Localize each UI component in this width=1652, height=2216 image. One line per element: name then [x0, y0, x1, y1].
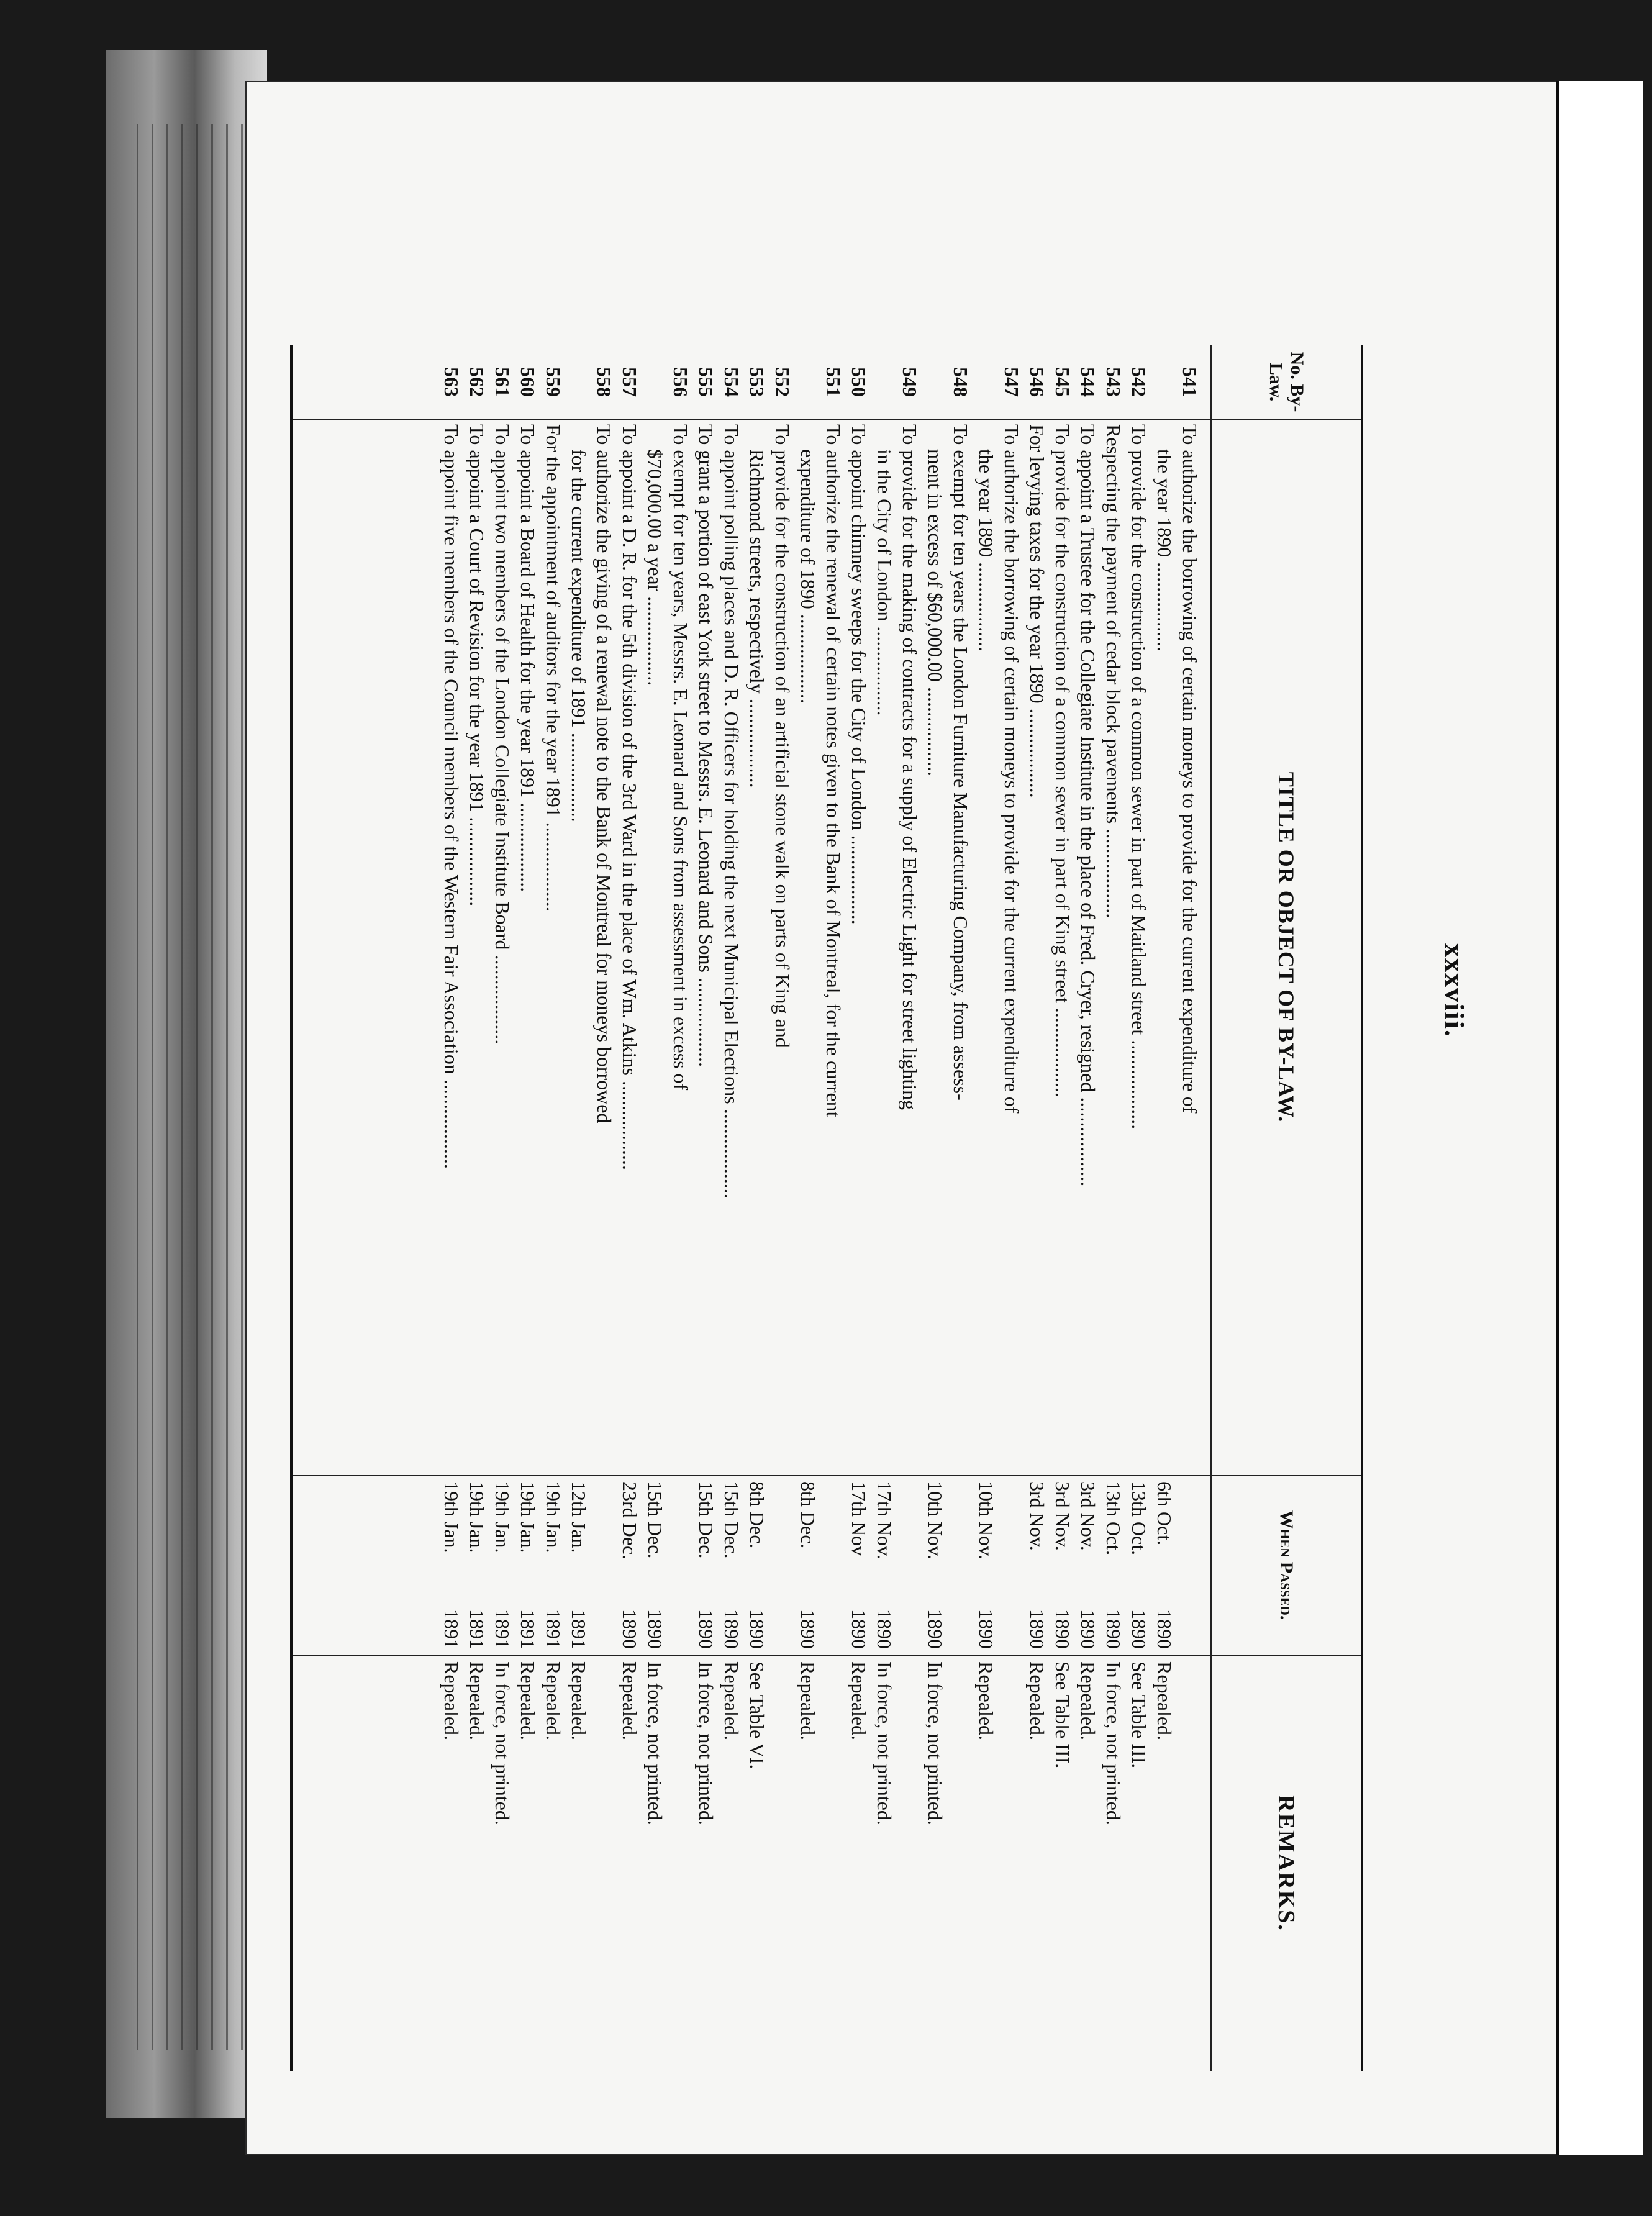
bylaw-number: 541: [1179, 367, 1201, 397]
table-row: [1151, 345, 1177, 2071]
table-row: [617, 345, 642, 2071]
table-row: [642, 345, 668, 2071]
passed-year: 1890: [848, 1609, 870, 1649]
table-row: [769, 345, 795, 2071]
bylaw-number: 552: [771, 367, 794, 397]
passed-date: 15th Dec.: [644, 1481, 666, 1559]
header-title: TITLE OR OBJECT OF BY-LAW.: [1274, 771, 1299, 1123]
bylaw-title: To appoint five members of the Council members of the Western Fair Association ..................: [440, 424, 463, 1169]
when-passed: [1075, 1475, 1101, 1655]
bylaw-title: To provide for the construction of an artificial stone walk on parts of King and: [771, 424, 794, 1048]
bylaw-title: To appoint a Board of Health for the year 1891 ..................: [517, 424, 539, 892]
remarks: In force, not printed.: [873, 1661, 896, 1825]
remarks: Repealed.: [466, 1661, 488, 1741]
bylaw-number: 542: [1128, 367, 1150, 397]
remarks: Repealed.: [1026, 1661, 1048, 1741]
when-passed: [617, 1475, 642, 1655]
bylaw-title: To exempt for ten years, Messrs. E. Leonard and Sons from assessment in excess of: [669, 424, 692, 1091]
passed-year: 1890: [1026, 1609, 1048, 1649]
bylaw-number: 560: [517, 367, 539, 397]
table-row: [922, 345, 948, 2071]
table-row: [871, 345, 897, 2071]
remarks: Repealed.: [797, 1661, 819, 1741]
bylaw-title: ment in excess of $60,000.00 ..................: [924, 449, 946, 777]
when-passed: [566, 1475, 591, 1655]
header-bylaw-number: No. By-Law.: [1266, 352, 1307, 412]
remarks: Repealed.: [517, 1661, 539, 1741]
bylaw-number: 554: [720, 367, 743, 397]
passed-date: 23rd Dec.: [619, 1481, 641, 1560]
bylaw-title: the year 1890 ..................: [1153, 449, 1176, 652]
passed-date: 15th Dec.: [720, 1481, 743, 1559]
passed-year: 1890: [797, 1609, 819, 1649]
passed-year: 1891: [517, 1609, 539, 1649]
bylaw-title: for the current expenditure of 1891 ..................: [568, 449, 590, 822]
table-row: [464, 345, 489, 2071]
bylaw-number: 556: [669, 367, 692, 397]
remarks: Repealed.: [975, 1661, 997, 1741]
remarks: Repealed.: [542, 1661, 565, 1741]
bylaw-number: 558: [593, 367, 615, 397]
header-remarks: REMARKS.: [1273, 1795, 1299, 1932]
bylaw-title: To appoint a Trustee for the Collegiate Institute in the place of Fred. Cryer, resigned ..................: [1077, 424, 1099, 1187]
table-row: [540, 345, 566, 2071]
passed-year: 1890: [619, 1609, 641, 1649]
bylaw-title: To authorize the renewal of certain notes given to the Bank of Montreal, for the current: [822, 424, 845, 1117]
table-row: [1024, 345, 1050, 2071]
bylaw-title: To provide for the construction of a common sewer in part of Maitland street ..................: [1128, 424, 1150, 1130]
when-passed: [438, 1475, 464, 1655]
remarks: See Table III.: [1128, 1661, 1150, 1769]
bylaw-title: To authorize the borrowing of certain moneys to provide for the current expenditure of: [1179, 424, 1201, 1114]
bylaw-number: 544: [1077, 367, 1099, 397]
table-row: [693, 345, 719, 2071]
when-passed: [795, 1475, 820, 1655]
bylaw-title: $70,000.00 a year ..................: [644, 449, 666, 686]
passed-date: 13th Oct.: [1102, 1481, 1125, 1556]
when-passed: [540, 1475, 566, 1655]
bylaw-table: [290, 345, 1363, 2071]
when-passed: [871, 1475, 897, 1655]
remarks: In force, not printed.: [924, 1661, 946, 1825]
bylaw-number: 553: [746, 367, 768, 397]
header-when-passed: When Passed.: [1276, 1510, 1297, 1620]
passed-date: 10th Nov.: [975, 1481, 997, 1560]
passed-year: 1890: [1128, 1609, 1150, 1649]
bylaw-number: 561: [491, 367, 514, 397]
remarks: See Table III.: [1051, 1661, 1074, 1769]
when-passed: [846, 1475, 871, 1655]
bylaw-number: 563: [440, 367, 463, 397]
bylaw-title: To appoint a Court of Revision for the year 1891 ..................: [466, 424, 488, 907]
when-passed: [464, 1475, 489, 1655]
when-passed: [744, 1475, 769, 1655]
remarks: In force, not printed.: [695, 1661, 717, 1825]
passed-year: 1890: [695, 1609, 717, 1649]
bylaw-title: Respecting the payment of cedar block pavements ..................: [1102, 424, 1125, 919]
passed-date: 17th Nov: [848, 1481, 870, 1556]
when-passed: [515, 1475, 540, 1655]
when-passed: [719, 1475, 744, 1655]
bylaw-title: To provide for the construction of a common sewer in part of King street ..................: [1051, 424, 1074, 1097]
table-row: [820, 345, 846, 2071]
bylaw-title: To exempt for ten years the London Furniture Manufacturing Company, from assess-: [950, 424, 972, 1101]
bylaw-number: 559: [542, 367, 565, 397]
passed-year: 1890: [1077, 1609, 1099, 1649]
remarks: In force, not printed.: [1102, 1661, 1125, 1825]
table-row: [489, 345, 515, 2071]
passed-year: 1891: [568, 1609, 590, 1649]
remarks: Repealed.: [720, 1661, 743, 1741]
table-row: [1101, 345, 1126, 2071]
bylaw-title: expenditure of 1890 ..................: [797, 449, 819, 704]
table-row: [744, 345, 769, 2071]
remarks: In force, not printed.: [491, 1661, 514, 1825]
passed-date: 19th Jan.: [491, 1481, 514, 1553]
passed-year: 1890: [746, 1609, 768, 1649]
passed-date: 3rd Nov.: [1026, 1481, 1048, 1551]
passed-year: 1891: [542, 1609, 565, 1649]
bylaw-number: 555: [695, 367, 717, 397]
remarks: Repealed.: [440, 1661, 463, 1741]
header-rule: [1210, 345, 1212, 2071]
bylaw-number: 549: [899, 367, 921, 397]
bylaw-title: the year 1890 ..................: [975, 449, 997, 652]
passed-date: 8th Dec.: [797, 1481, 819, 1549]
table-row: [973, 345, 999, 2071]
when-passed: [1024, 1475, 1050, 1655]
table-row: [566, 345, 591, 2071]
table-row: [948, 345, 973, 2071]
bylaw-number: 562: [466, 367, 488, 397]
passed-year: 1890: [1051, 1609, 1074, 1649]
table-row: [999, 345, 1024, 2071]
remarks: Repealed.: [848, 1661, 870, 1741]
when-passed: [489, 1475, 515, 1655]
passed-date: 10th Nov.: [924, 1481, 946, 1560]
remarks: Repealed.: [568, 1661, 590, 1741]
table-row: [1177, 345, 1202, 2071]
bylaw-number: 547: [1001, 367, 1023, 397]
bylaw-title: To appoint a D. R. for the 5th division of the 3rd Ward in the place of Wm. Atkins ..................: [619, 424, 641, 1170]
bylaw-title: in the City of London ..................: [873, 449, 896, 716]
remarks: Repealed.: [1153, 1661, 1176, 1741]
table-row: [897, 345, 922, 2071]
bylaw-title: For levying taxes for the year 1890 ..................: [1026, 424, 1048, 798]
bylaw-number: 543: [1102, 367, 1125, 397]
passed-date: 19th Jan.: [466, 1481, 488, 1553]
passed-year: 1890: [924, 1609, 946, 1649]
passed-date: 17th Nov.: [873, 1481, 896, 1560]
remarks: Repealed.: [619, 1661, 641, 1741]
bylaw-title: To appoint two members of the London Collegiate Institute Board ..................: [491, 424, 514, 1045]
passed-date: 3rd Nov.: [1051, 1481, 1074, 1551]
table-row: [1050, 345, 1075, 2071]
bylaw-number: 557: [619, 367, 641, 397]
table-row: [846, 345, 871, 2071]
passed-year: 1890: [1153, 1609, 1176, 1649]
when-passed: [1151, 1475, 1177, 1655]
bylaw-number: 548: [950, 367, 972, 397]
passed-date: 6th Oct.: [1153, 1481, 1176, 1546]
bylaw-title: To appoint chimney sweeps for the City of London ..................: [848, 424, 870, 925]
bylaw-number: 550: [848, 367, 870, 397]
table-row: [515, 345, 540, 2071]
bylaw-table-page: [295, 345, 1469, 2071]
remarks: In force, not printed.: [644, 1661, 666, 1825]
remarks: Repealed.: [1077, 1661, 1099, 1741]
passed-year: 1891: [440, 1609, 463, 1649]
bylaw-title: To provide for the making of contracts for a supply of Electric Light for street lighting: [899, 424, 921, 1110]
passed-year: 1890: [720, 1609, 743, 1649]
bylaw-title: To authorize the borrowing of certain moneys to provide for the current expenditure of: [1001, 424, 1023, 1114]
remarks: See Table VI.: [746, 1661, 768, 1769]
passed-date: 19th Jan.: [542, 1481, 565, 1553]
passed-date: 19th Jan.: [517, 1481, 539, 1553]
passed-year: 1890: [1102, 1609, 1125, 1649]
when-passed: [1126, 1475, 1151, 1655]
bylaw-number: 551: [822, 367, 845, 397]
when-passed: [642, 1475, 668, 1655]
table-row: [1075, 345, 1101, 2071]
passed-date: 15th Dec.: [695, 1481, 717, 1559]
when-passed: [1050, 1475, 1075, 1655]
table-row: [591, 345, 617, 2071]
bylaw-title: To authorize the giving of a renewal note to the Bank of Montreal for moneys borrowed: [593, 424, 615, 1124]
passed-date: 12th Jan.: [568, 1481, 590, 1553]
bylaw-title: To appoint polling places and D. R. Officers for holding the next Municipal Elections ..................: [720, 424, 743, 1199]
table-row: [1126, 345, 1151, 2071]
bylaw-title: For the appointment of auditors for the year 1891 ..................: [542, 424, 565, 912]
bylaw-title: To grant a portion of east York street to Messrs. E. Leonard and Sons ..................: [695, 424, 717, 1067]
passed-date: 19th Jan.: [440, 1481, 463, 1553]
book-page-stack: [137, 124, 255, 2050]
passed-date: 3rd Nov.: [1077, 1481, 1099, 1551]
bylaw-number: 546: [1026, 367, 1048, 397]
passed-year: 1890: [873, 1609, 896, 1649]
passed-date: 13th Oct.: [1128, 1481, 1150, 1556]
table-row: [668, 345, 693, 2071]
passed-year: 1890: [975, 1609, 997, 1649]
when-passed: [693, 1475, 719, 1655]
passed-year: 1891: [491, 1609, 514, 1649]
when-passed: [922, 1475, 948, 1655]
bylaw-number: 545: [1051, 367, 1074, 397]
when-passed: [1101, 1475, 1126, 1655]
passed-date: 8th Dec.: [746, 1481, 768, 1549]
bylaw-title: Richmond streets, respectively ..................: [746, 449, 768, 788]
passed-year: 1890: [644, 1609, 666, 1649]
page-number: xxxviii.: [1439, 943, 1469, 1038]
table-body: [438, 345, 1202, 2071]
table-row: [719, 345, 744, 2071]
when-passed: [973, 1475, 999, 1655]
passed-year: 1891: [466, 1609, 488, 1649]
adjacent-page-strip: [1556, 81, 1643, 2155]
table-row: [795, 345, 820, 2071]
table-row: [438, 345, 464, 2071]
